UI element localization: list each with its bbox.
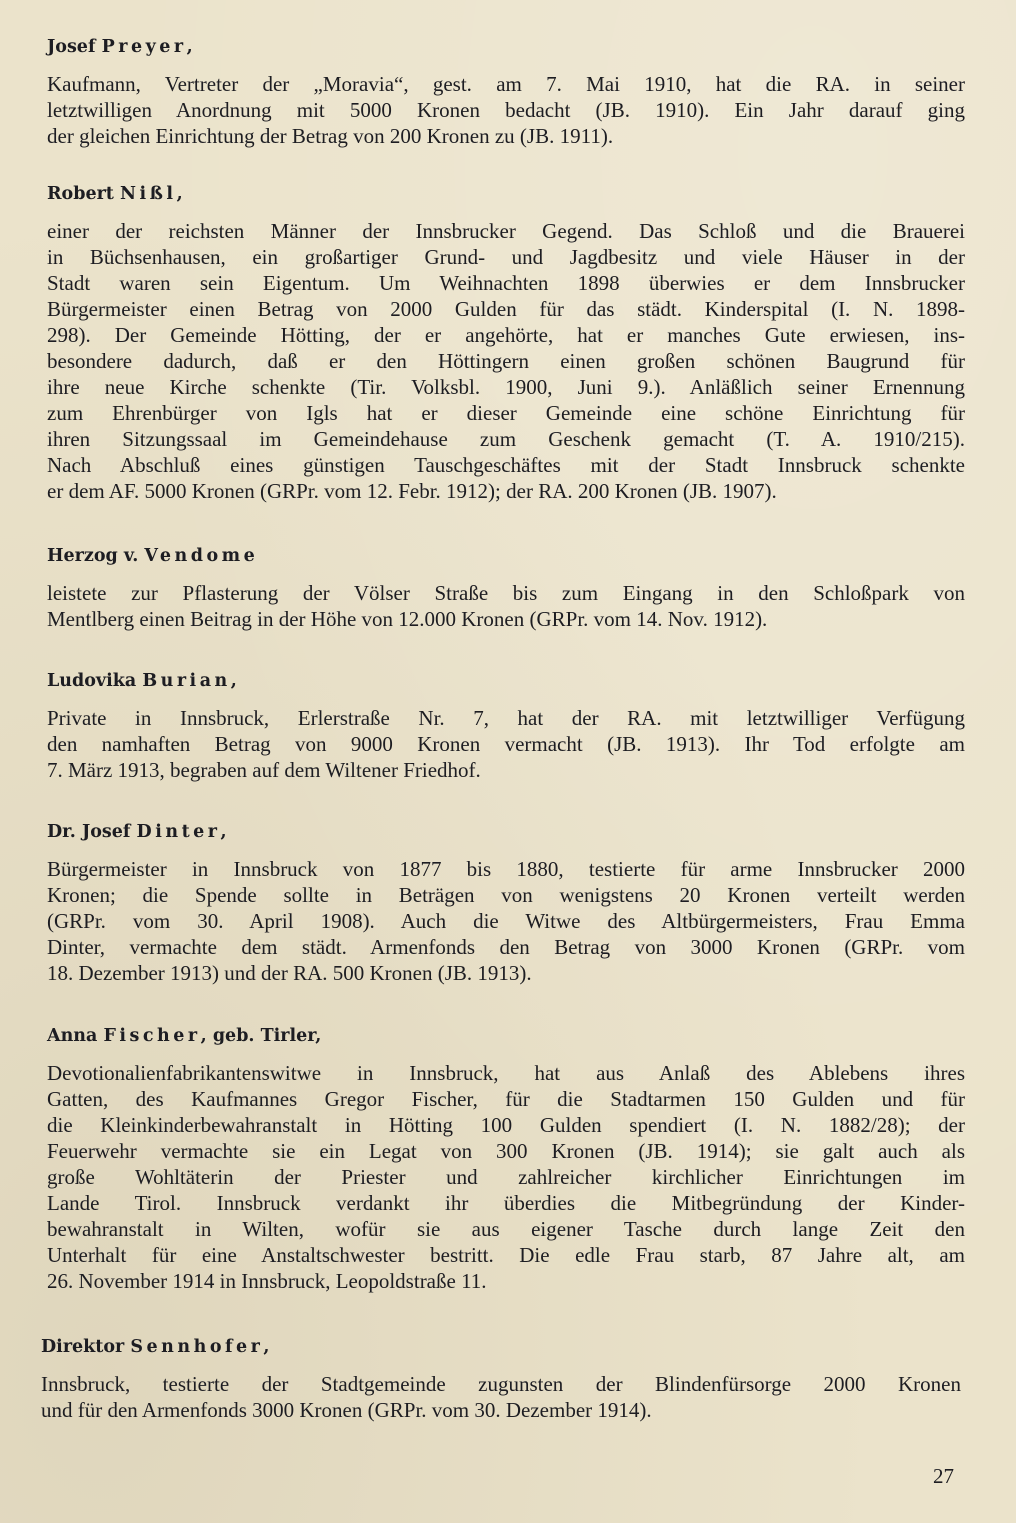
text-line: (GRPr. vom 30. April 1908). Auch die Witwe des Altbürgermeisters, Frau Emma: [47, 909, 965, 933]
text-line: besondere dadurch, daß er den Höttingern einen großen schönen Baugrund für: [47, 349, 965, 373]
entry-body: [47, 1060, 965, 1294]
heading-prefix: Anna: [47, 1026, 104, 1046]
text-line: Unterhalt für eine Anstaltschwester bestritt. Die edle Frau starb, 87 Jahre alt, am: [47, 1243, 965, 1267]
text-line: einer der reichsten Männer der Innsbrucker Gegend. Das Schloß und die Brauerei: [47, 219, 965, 243]
entry-body: [41, 1371, 961, 1423]
heading-name: Burian: [142, 671, 231, 691]
heading-name: Nißl: [119, 184, 177, 204]
text-line: bewahranstalt in Wilten, wofür sie aus eigener Tasche durch lange Zeit den: [47, 1217, 965, 1241]
text-line: den namhaften Betrag von 9000 Kronen vermacht (JB. 1913). Ihr Tod erfolgte am: [47, 732, 965, 756]
entry-body: [47, 705, 965, 783]
heading-name: Vendome: [144, 546, 259, 566]
text-line: Mentlberg einen Beitrag in der Höhe von 12.000 Kronen (GRPr. vom 14. Nov. 1912).: [47, 607, 768, 631]
entry-heading: [47, 821, 965, 843]
entry-dinter: [47, 821, 965, 986]
text-line: ihren Sitzungssaal im Gemeindehause zum Geschenk gemacht (T. A. 1910/215).: [47, 427, 965, 451]
heading-prefix: Ludovika: [47, 671, 143, 691]
text-line: ihre neue Kirche schenkte (Tir. Volksbl. 1900, Juni 9.). Anläßlich seiner Ernennung: [47, 375, 965, 399]
entry-heading: [47, 183, 965, 205]
text-line: Gatten, des Kaufmannes Gregor Fischer, für die Stadtarmen 150 Gulden und für: [47, 1087, 965, 1111]
heading-prefix: Herzog v.: [47, 546, 145, 566]
text-line: Kronen; die Spende sollte in Beträgen von wenigstens 20 Kronen verteilt werden: [47, 883, 965, 907]
text-line: Bürgermeister einen Betrag von 2000 Gulden für das städt. Kinderspital (I. N. 1898-: [47, 297, 965, 321]
page-number: 27: [933, 1464, 954, 1488]
heading-prefix: Dr. Josef: [47, 822, 137, 842]
text-line: Feuerwehr vermachte sie ein Legat von 300 Kronen (JB. 1914); sie galt auch als: [47, 1139, 965, 1163]
text-line: Lande Tirol. Innsbruck verdankt ihr überdies die Mitbegründung der Kinder-: [47, 1191, 965, 1215]
text-line: Private in Innsbruck, Erlerstraße Nr. 7, hat der RA. mit letztwilliger Verfügung: [47, 706, 965, 730]
heading-suffix: ,: [220, 822, 227, 842]
entry-heading: [47, 545, 965, 567]
text-line: der gleichen Einrichtung der Betrag von 200 Kronen zu (JB. 1911).: [47, 124, 614, 148]
text-line: Nach Abschluß eines günstigen Tauschgeschäftes mit der Stadt Innsbruck schenkte: [47, 453, 965, 477]
entry-body: [47, 856, 965, 986]
entry-heading: [47, 36, 965, 58]
heading-suffix: ,: [230, 671, 237, 691]
text-line: Devotionalienfabrikantenswitwe in Innsbruck, hat aus Anlaß des Ablebens ihres: [47, 1061, 965, 1085]
entry-body: [47, 71, 965, 149]
heading-suffix: ,: [186, 37, 193, 57]
text-line: Dinter, vermachte dem städt. Armenfonds den Betrag von 3000 Kronen (GRPr. vom: [47, 935, 965, 959]
heading-suffix: ,: [176, 184, 183, 204]
heading-prefix: Robert: [47, 184, 120, 204]
text-line: große Wohltäterin der Priester und zahlreicher kirchlicher Einrichtungen im: [47, 1165, 965, 1189]
text-line: 18. Dezember 1913) und der RA. 500 Kronen (JB. 1913).: [47, 961, 532, 985]
entry-preyer: [47, 36, 965, 149]
heading-name: Dinter: [136, 822, 221, 842]
text-line: zum Ehrenbürger von Igls hat er dieser Gemeinde eine schöne Einrichtung für: [47, 401, 965, 425]
text-line: Kaufmann, Vertreter der „Moravia“, gest. am 7. Mai 1910, hat die RA. in seiner: [47, 72, 965, 96]
entry-vendome: [47, 545, 965, 632]
text-line: und für den Armenfonds 3000 Kronen (GRPr. vom 30. Dezember 1914).: [41, 1398, 652, 1422]
text-line: Innsbruck, testierte der Stadtgemeinde zugunsten der Blindenfürsorge 2000 Kronen: [41, 1372, 961, 1396]
heading-suffix: ,: [263, 1337, 270, 1357]
heading-name: Preyer: [101, 37, 187, 57]
heading-prefix: Josef: [47, 37, 102, 57]
text-line: 7. März 1913, begraben auf dem Wiltener Friedhof.: [47, 758, 481, 782]
entry-nissl: [47, 183, 965, 504]
text-line: die Kleinkinderbewahranstalt in Hötting 100 Gulden spendiert (I. N. 1882/28); der: [47, 1113, 965, 1137]
entry-body: [47, 580, 965, 632]
text-line: er dem AF. 5000 Kronen (GRPr. vom 12. Febr. 1912); der RA. 200 Kronen (JB. 1907).: [47, 479, 777, 503]
heading-name: Sennhofer: [130, 1337, 264, 1357]
entry-body: [47, 218, 965, 504]
heading-prefix: Direktor: [41, 1337, 131, 1357]
text-line: 26. November 1914 in Innsbruck, Leopoldstraße 11.: [47, 1269, 487, 1293]
entry-burian: [47, 670, 965, 783]
text-line: 298). Der Gemeinde Hötting, der er angehörte, hat er manches Gute erwiesen, ins-: [47, 323, 965, 347]
heading-name: Fischer: [103, 1026, 201, 1046]
entry-fischer: [47, 1025, 965, 1294]
entry-heading: [47, 1025, 965, 1047]
entry-heading: [47, 670, 965, 692]
text-line: Bürgermeister in Innsbruck von 1877 bis 1880, testierte für arme Innsbrucker 2000: [47, 857, 965, 881]
text-line: leistete zur Pflasterung der Völser Straße bis zum Eingang in den Schloßpark von: [47, 581, 965, 605]
text-line: in Büchsenhausen, ein großartiger Grund- und Jagdbesitz und viele Häuser in der: [47, 245, 965, 269]
entry-sennhofer: [41, 1336, 961, 1423]
text-line: Stadt waren sein Eigentum. Um Weihnachten 1898 überwies er dem Innsbrucker: [47, 271, 965, 295]
entry-heading: [41, 1336, 961, 1358]
text-line: letztwilligen Anordnung mit 5000 Kronen bedacht (JB. 1910). Ein Jahr darauf ging: [47, 98, 965, 122]
heading-suffix: , geb. Tirler,: [200, 1026, 322, 1046]
